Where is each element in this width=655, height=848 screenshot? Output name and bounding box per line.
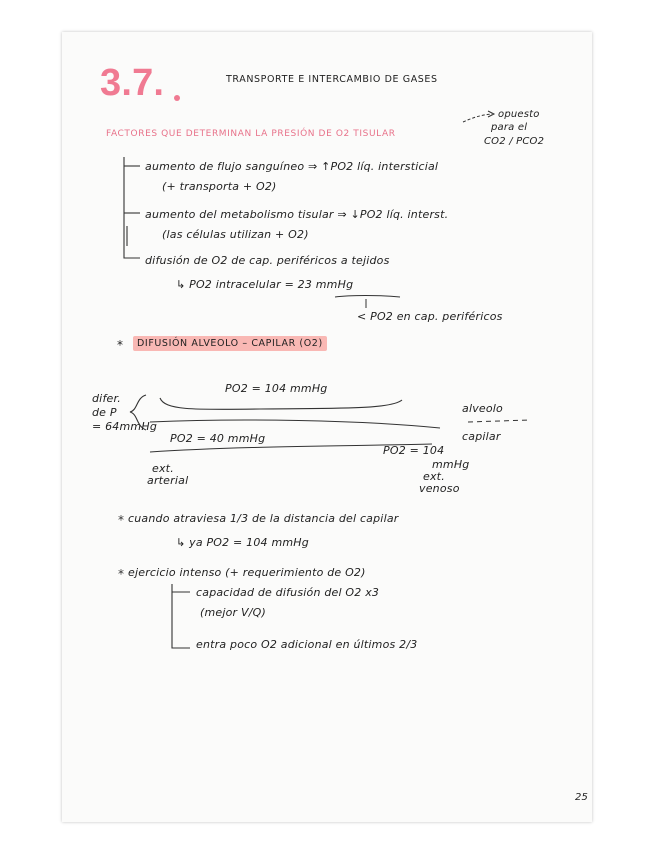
factor-3-compare: < PO2 en cap. periféricos (357, 310, 503, 323)
factor-1: aumento de flujo sanguíneo ⇒ ↑PO2 líq. intersticial (145, 160, 439, 173)
diffusion-heading: DIFUSIÓN ALVEOLO – CAPILAR (O2) (133, 336, 327, 351)
difer-label-3: = 64mmHg (92, 420, 157, 433)
note-2-a: capacidad de difusión del O2 x3 (196, 586, 380, 599)
page-number: 25 (575, 792, 589, 803)
venous-po2-1: PO2 = 104 (383, 444, 445, 457)
factor-3-intracellular: ↳ PO2 intracelular = 23 mmHg (176, 278, 354, 291)
capilar-label: capilar (462, 430, 501, 443)
arterial-label-1: ext. (152, 462, 174, 475)
note-1: cuando atraviesa 1/3 de la distancia del capilar (128, 512, 399, 525)
note-2-b: entra poco O2 adicional en últimos 2/3 (196, 638, 418, 651)
venous-label-2: venoso (419, 482, 460, 495)
svg-text:*: * (118, 513, 124, 527)
note-opuesto-2: para el (491, 122, 528, 133)
arterial-label-2: arterial (147, 474, 189, 487)
note-2-a-detail: (mejor V/Q) (200, 606, 266, 619)
difer-label-2: de P (92, 406, 117, 419)
factor-2: aumento del metabolismo tisular ⇒ ↓PO2 líq. interst. (145, 208, 449, 221)
section-dot (174, 95, 180, 101)
factor-3: difusión de O2 de cap. periféricos a tejidos (145, 254, 390, 267)
factor-2-detail: (las células utilizan + O2) (162, 228, 309, 241)
venous-po2-2: mmHg (432, 458, 470, 471)
svg-text:*: * (118, 567, 124, 581)
note-1-sub: ↳ ya PO2 = 104 mmHg (176, 536, 309, 549)
section-number: 3.7. (100, 62, 165, 104)
alveolo-po2: PO2 = 104 mmHg (225, 382, 328, 395)
bullet-star: * (117, 338, 124, 352)
factor-1-detail: (+ transporta + O2) (162, 180, 277, 193)
venous-label-1: ext. (423, 470, 445, 483)
factors-heading: FACTORES QUE DETERMINAN LA PRESIÓN DE O2 TISULAR (106, 129, 396, 139)
arterial-po2: PO2 = 40 mmHg (170, 432, 266, 445)
alveolo-label: alveolo (462, 402, 503, 415)
difer-label-1: difer. (92, 392, 121, 405)
note-2: ejercicio intenso (+ requerimiento de O2) (128, 566, 366, 579)
section-title: TRANSPORTE E INTERCAMBIO DE GASES (226, 74, 438, 85)
note-opuesto-1: opuesto (498, 109, 540, 120)
note-opuesto-3: CO2 / PCO2 (484, 136, 545, 147)
